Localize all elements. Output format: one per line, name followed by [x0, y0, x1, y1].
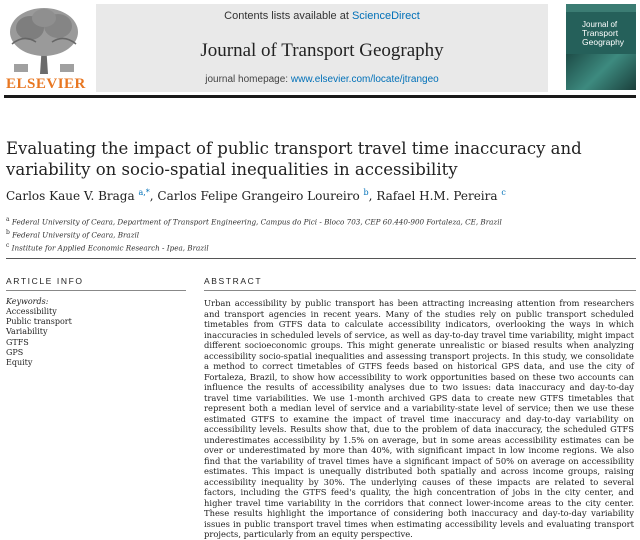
homepage-prefix: journal homepage: — [205, 74, 291, 85]
keyword-item: Equity — [6, 358, 33, 368]
cover-title-line3: Geography — [582, 37, 625, 47]
title-line1: Evaluating the impact of public transport travel time inaccuracy and — [6, 139, 582, 158]
publisher-name: ELSEVIER — [6, 76, 86, 92]
affiliation-marker: b — [6, 228, 10, 236]
author-list — [6, 188, 506, 203]
cover-band — [566, 4, 636, 12]
article-info-rule — [6, 290, 186, 291]
affiliation-marker: a — [6, 216, 10, 223]
journal-title: Journal of Transport Geography — [200, 40, 444, 61]
keyword-item: Accessibility — [6, 307, 57, 316]
affiliation-text: Federal University of Ceara, Department of Transport Engineering, Campus do Pici - Bloco 703, CEP 60.440-900 Fortaleza, CE, Brazil — [11, 217, 502, 227]
abstract-heading: ABSTRACT — [204, 276, 263, 286]
title-line2: variability on socio-spatial inequalities in accessibility — [6, 160, 458, 179]
abstract-text: Urban accessibility by public transport has been attracting increasing attention from researchers and transport agencies in recent years. Many of the studies rely on public transport scheduled timetables from GTFS data to calculate accessibility indicators, overlooking the ways in which inaccuracies in scheduled levels of service, as well as day-to-day travel time variability, might impact different socioeconomic groups. This might generate unrealistic or biased results when analyzing accessibility socio-spatial inequalities and assessing transport projects. In this study, we consolidate a method to correct timetables of GTFS feeds based on historical GPS data, and use the city of Fortaleza, Brazil, to show how accessibility to work opportunities based on these two accounts can influence the results of accessibility analyses due to two issues: data inaccuracy and day-to-day travel time variabilities. We use 1-month archived GPS data to create new GTFS timetables that represent both a median level of service and a variability-state level of service; then we use these estimated GTFS to examine the impact of travel time inaccuracy and day-to-day variability on accessibility levels. Results show that, due to the problem of data inaccuracy, the scheduled GTFS underestimates accessibility by 1.5% on average, but in some areas accessibility estimates can be over or underestimated by more than 40%, with significant impact in low income regions. We also find that the variability of travel times have a significant impact of 50% on average on accessibility estimates. This impact is unequally distributed both spatially and across income groups, raising accessibility inequality by 30%. The underlying causes of these impacts are related to several factors, including the GTFS feed's quality, the high concentration of jobs in the city center, and higher travel time variability in the corridors that connect lower-income areas to the city center. These results highlight the importance of considering both inaccuracy and day-to-day variability issues in public transport travel times when estimating accessibility levels and evaluating transport projects, particularly from an equity perspective. — [204, 298, 634, 539]
affiliation-item — [6, 228, 502, 241]
author-name[interactable]: Carlos Kaue V. Braga — [6, 189, 135, 203]
author-separator: , — [149, 189, 158, 203]
abstract-rule — [204, 290, 636, 291]
author-affiliation-marker[interactable]: b — [363, 188, 369, 197]
cover-image — [566, 54, 636, 90]
affiliation-item — [6, 215, 502, 228]
homepage-line — [96, 74, 548, 85]
cover-title-rest — [582, 29, 624, 47]
journal-banner — [96, 4, 548, 92]
author-name[interactable]: Carlos Felipe Grangeiro Loureiro — [157, 189, 360, 203]
cover-title-line1: Journal of — [582, 20, 618, 29]
header-divider — [4, 95, 636, 98]
keyword-item: Public transport — [6, 317, 72, 327]
affiliation-text: Federal University of Ceara, Brazil — [12, 230, 140, 240]
keywords-label: Keywords: — [6, 297, 49, 306]
contents-prefix: Contents lists available at — [224, 10, 352, 22]
keyword-item: Variability — [6, 327, 48, 337]
affiliation-text: Institute for Applied Economic Research - Ipea, Brazil — [11, 243, 209, 253]
author-name[interactable]: Rafael H.M. Pereira — [376, 189, 498, 203]
journal-header — [0, 0, 640, 96]
cover-title-line2: Transport — [582, 28, 619, 38]
affiliations — [6, 215, 502, 254]
keyword-list — [6, 307, 72, 368]
affiliation-marker: c — [6, 241, 10, 249]
article-info-heading: ARTICLE INFO — [6, 276, 84, 286]
author-affiliation-marker[interactable]: c — [501, 188, 506, 197]
article-title — [6, 138, 626, 180]
keyword-item: GTFS — [6, 337, 29, 347]
affiliation-item — [6, 241, 502, 254]
sciencedirect-link[interactable]: ScienceDirect — [351, 10, 420, 22]
journal-cover-thumbnail — [566, 4, 636, 90]
author-affiliation-marker[interactable]: a,* — [138, 188, 150, 197]
keyword-item: GPS — [6, 347, 24, 357]
author-separator: , — [368, 189, 377, 203]
front-matter-divider — [6, 258, 636, 259]
contents-line — [96, 10, 548, 22]
homepage-link[interactable]: www.elsevier.com/locate/jtrangeo — [290, 74, 439, 85]
